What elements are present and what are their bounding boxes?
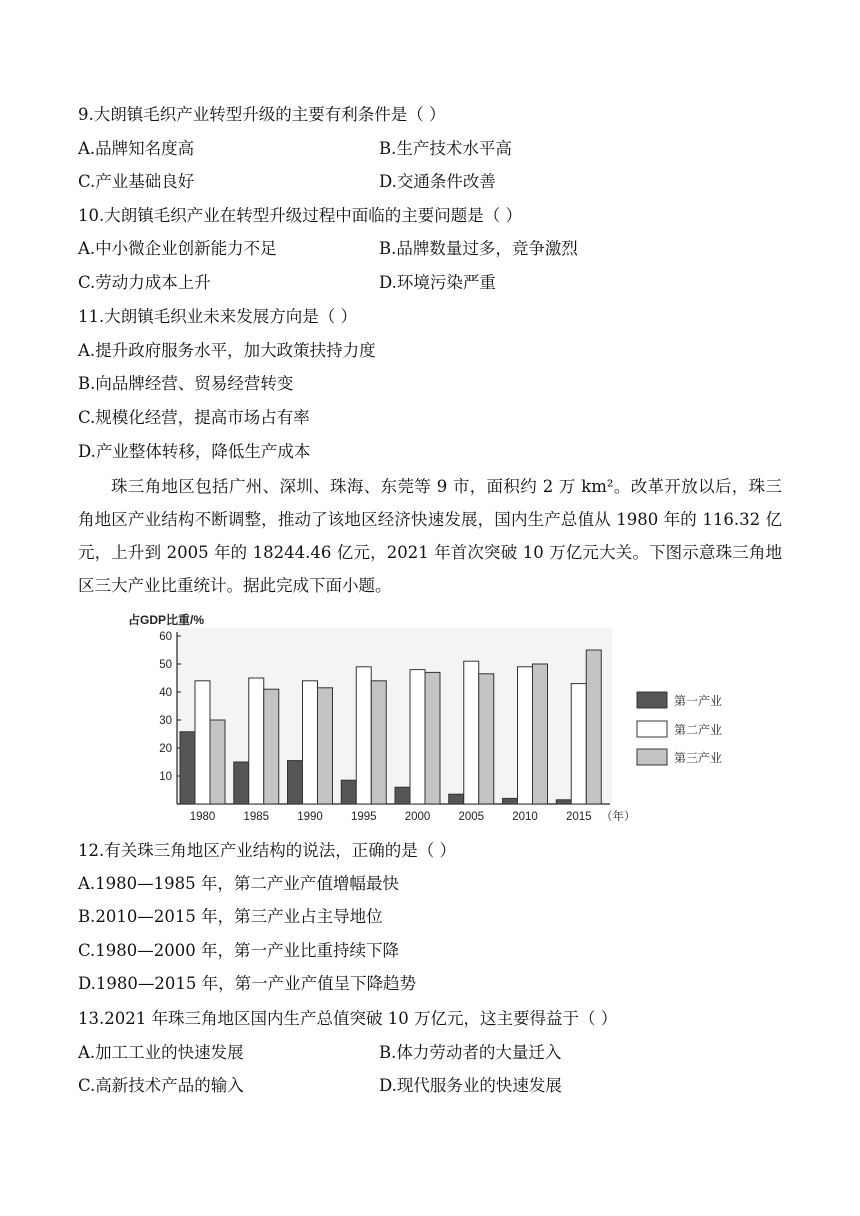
bar-tertiary-1985 xyxy=(264,689,279,804)
legend-label-primary: 第一产业 xyxy=(674,694,723,708)
bar-tertiary-1980 xyxy=(210,720,225,804)
x-axis-unit: （年） xyxy=(601,811,636,823)
y-tick-label: 30 xyxy=(159,715,172,727)
x-tick-label: 1985 xyxy=(243,811,270,823)
x-tick-label: 2005 xyxy=(458,811,485,823)
bar-primary-1985 xyxy=(234,762,249,804)
q13-option-c: C.高新技术产品的输入 xyxy=(78,1076,244,1095)
q12-option-d: D.1980—2015 年，第一产业产值呈下降趋势 xyxy=(78,974,417,993)
q10-option-a: A.中小微企业创新能力不足 xyxy=(78,239,277,258)
q13-option-b: B.体力劳动者的大量迁入 xyxy=(379,1043,562,1062)
bar-primary-2010 xyxy=(503,798,518,804)
bar-secondary-2010 xyxy=(518,667,533,804)
bar-secondary-1985 xyxy=(249,678,264,804)
bar-primary-1995 xyxy=(341,780,356,804)
legend-swatch-tertiary xyxy=(637,749,667,765)
bar-secondary-2015 xyxy=(571,684,586,804)
y-tick-label: 20 xyxy=(159,743,172,755)
q9-option-c: C.产业基础良好 xyxy=(78,172,195,191)
bar-tertiary-2015 xyxy=(586,650,601,804)
q12-option-b: B.2010—2015 年，第三产业占主导地位 xyxy=(78,907,383,926)
bar-tertiary-2010 xyxy=(533,664,548,804)
q13-option-a: A.加工工业的快速发展 xyxy=(78,1043,244,1062)
q12-stem: 12.有关珠三角地区产业结构的说法，正确的是（ ） xyxy=(78,841,456,860)
x-tick-label: 2010 xyxy=(512,811,538,823)
industry-share-chart xyxy=(120,606,730,831)
bar-primary-1980 xyxy=(180,732,195,804)
bar-secondary-1995 xyxy=(356,667,371,804)
q11-option-a: A.提升政府服务水平，加大政策扶持力度 xyxy=(78,341,376,360)
bar-tertiary-2005 xyxy=(479,674,494,804)
q10-option-c: C.劳动力成本上升 xyxy=(78,273,211,292)
y-tick-label: 10 xyxy=(159,771,172,783)
legend-swatch-primary xyxy=(637,692,667,708)
bar-tertiary-1995 xyxy=(371,681,386,804)
y-tick-label: 60 xyxy=(159,631,172,643)
q9-option-b: B.生产技术水平高 xyxy=(379,139,512,158)
legend-swatch-secondary xyxy=(637,721,667,737)
q12-option-a: A.1980—1985 年，第二产业产值增幅最快 xyxy=(78,874,399,893)
q10-stem: 10.大朗镇毛织产业在转型升级过程中面临的主要问题是（ ） xyxy=(78,206,522,225)
q13-stem: 13.2021 年珠三角地区国内生产总值突破 10 万亿元，这主要得益于（ ） xyxy=(78,1009,618,1028)
bar-tertiary-2000 xyxy=(425,672,440,804)
legend-label-secondary: 第二产业 xyxy=(674,723,723,737)
bar-primary-2005 xyxy=(449,794,464,804)
chart-svg xyxy=(120,606,730,831)
passage-text: 珠三角地区包括广州、深圳、珠海、东莞等 9 市，面积约 2 万 km²。改革开放以后，珠三角地区产业结构不断调整，推动了该地区经济快速发展，国内生产总值从 1980 年的 116.32 亿元，上升到 2005 年的 18244.46 亿元，2021 年首次突破 10 万亿元大关。下图示意珠三角地区三大产业比重统计。据此完成下面小题。 xyxy=(78,477,782,595)
x-tick-label: 1980 xyxy=(189,811,216,823)
bar-primary-2015 xyxy=(556,800,571,804)
bar-secondary-2005 xyxy=(464,661,479,804)
legend-label-tertiary: 第三产业 xyxy=(674,751,723,765)
q11-option-c: C.规模化经营，提高市场占有率 xyxy=(78,408,310,427)
x-tick-label: 1995 xyxy=(350,811,377,823)
bar-tertiary-1990 xyxy=(318,688,333,804)
y-tick-label: 50 xyxy=(159,659,172,671)
q9-stem: 9.大朗镇毛织产业转型升级的主要有利条件是（ ） xyxy=(78,105,446,124)
y-axis-title: 占GDP比重/% xyxy=(128,613,205,627)
q10-option-b: B.品牌数量过多，竞争激烈 xyxy=(379,239,578,258)
q13-option-d: D.现代服务业的快速发展 xyxy=(379,1076,562,1095)
q11-option-b: B.向品牌经营、贸易经营转变 xyxy=(78,374,294,393)
bar-primary-2000 xyxy=(395,787,410,804)
q9-option-a: A.品牌知名度高 xyxy=(78,139,195,158)
y-tick-label: 40 xyxy=(159,687,172,699)
x-tick-label: 1990 xyxy=(297,811,323,823)
q11-stem: 11.大朗镇毛织业未来发展方向是（ ） xyxy=(78,307,357,326)
q12-option-c: C.1980—2000 年，第一产业比重持续下降 xyxy=(78,941,400,960)
q11-option-d: D.产业整体转移，降低生产成本 xyxy=(78,442,311,461)
q10-option-d: D.环境污染严重 xyxy=(379,273,496,292)
x-tick-label: 2000 xyxy=(404,811,431,823)
q9-option-d: D.交通条件改善 xyxy=(379,172,496,191)
x-tick-label: 2015 xyxy=(565,811,592,823)
bar-secondary-1980 xyxy=(195,681,210,804)
bar-secondary-2000 xyxy=(410,670,425,804)
bar-primary-1990 xyxy=(288,761,303,804)
bar-secondary-1990 xyxy=(303,681,318,804)
